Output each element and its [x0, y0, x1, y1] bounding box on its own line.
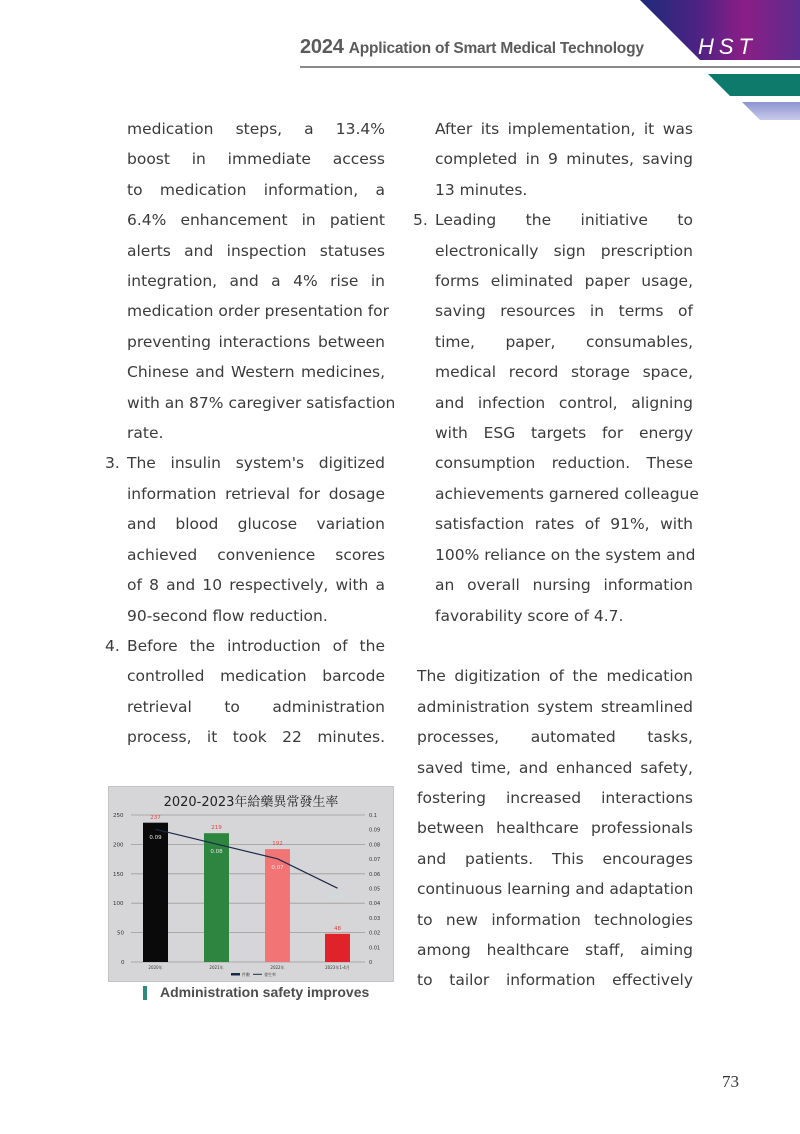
text-line: retrieval to administration: [127, 697, 385, 716]
list-item-5: [413, 205, 699, 631]
text-line: Chinese and Western medicines,: [127, 363, 385, 382]
svg-text:48: 48: [334, 926, 341, 932]
svg-text:2021年: 2021年: [209, 965, 224, 970]
svg-text:192: 192: [272, 841, 283, 847]
bar-2023: [325, 934, 350, 962]
list-number: 3.: [105, 454, 120, 473]
text-line: completed in 9 minutes, saving: [435, 150, 693, 169]
chart-title: 2020-2023年給藥異常發生率: [163, 795, 339, 810]
list-item-3: [105, 448, 385, 630]
text-line: among healthcare staff, aiming: [417, 940, 693, 959]
svg-text:0.07: 0.07: [271, 865, 284, 871]
text-line: and patients. This encourages: [417, 849, 693, 868]
closing-paragraph: [417, 661, 693, 995]
svg-text:0.07: 0.07: [369, 857, 381, 864]
svg-text:2023年1-4月: 2023年1-4月: [325, 965, 350, 970]
text-line: rate.: [127, 424, 164, 443]
incident-rate-chart: [108, 786, 394, 982]
figure-caption: Administration safety improves: [160, 984, 370, 1000]
text-line: forms eliminated paper usage,: [435, 272, 693, 291]
text-line: time, paper, consumables,: [435, 332, 693, 351]
svg-text:150: 150: [113, 871, 124, 878]
text-line: an overall nursing information: [435, 576, 693, 595]
svg-text:200: 200: [113, 842, 124, 849]
item2-continuation: [127, 114, 396, 448]
text-line: and blood glucose variation: [127, 515, 385, 534]
text-line: achievements garnered colleague: [435, 484, 699, 503]
text-line: medication steps, a 13.4%: [127, 120, 385, 138]
svg-text:0.08: 0.08: [369, 842, 381, 849]
svg-text:0.09: 0.09: [149, 835, 162, 841]
svg-text:0.05: 0.05: [369, 886, 381, 893]
running-header: [300, 36, 644, 59]
header-title-text: Application of Smart Medical Technology: [348, 40, 644, 57]
text-line: processes, automated tasks,: [417, 728, 693, 747]
text-line: 13 minutes.: [435, 180, 528, 199]
text-line: The insulin system's digitized: [127, 454, 385, 473]
text-line: 90-second flow reduction.: [127, 606, 328, 625]
text-line: administration system streamlined: [417, 697, 693, 716]
text-line: controlled medication barcode: [127, 667, 385, 686]
text-line: with an 87% caregiver satisfaction: [127, 393, 396, 412]
text-line: information retrieval for dosage: [127, 484, 385, 503]
text-line: The digitization of the medication: [417, 667, 693, 686]
text-line: 6.4% enhancement in patient: [127, 211, 385, 230]
chart-svg: [109, 787, 393, 981]
svg-text:0.02: 0.02: [369, 930, 381, 937]
svg-text:0.03: 0.03: [369, 915, 381, 922]
svg-text:100: 100: [113, 901, 124, 908]
text-line: preventing interactions between: [127, 332, 385, 351]
svg-text:0.01: 0.01: [369, 945, 381, 952]
svg-text:件數: 件數: [242, 972, 250, 977]
text-line: consumption reduction. These: [435, 454, 693, 473]
svg-text:219: 219: [211, 825, 222, 831]
text-line: to new information technologies: [417, 910, 693, 929]
text-line: After its implementation, it was: [435, 120, 693, 138]
paragraph-gap: [435, 631, 693, 661]
svg-text:50: 50: [117, 930, 124, 937]
right-axis-ticks: [369, 813, 380, 966]
text-line: process, it took 22 minutes.: [127, 728, 385, 747]
svg-text:發生率: 發生率: [264, 972, 276, 977]
svg-text:250: 250: [113, 813, 124, 819]
header-banner-teal: [708, 74, 800, 96]
chart-legend: [231, 971, 276, 977]
text-line: between healthcare professionals: [417, 819, 693, 838]
list-number: 5.: [413, 211, 428, 230]
text-line: 100% reliance on the system and: [435, 545, 696, 564]
text-line: medical record storage space,: [435, 363, 693, 382]
text-line: integration, and a 4% rise in: [127, 272, 385, 291]
caption-marker: [143, 986, 147, 1000]
text-line: Before the introduction of the: [127, 636, 385, 655]
bar-2020: [143, 823, 168, 962]
item4-continuation: [435, 114, 693, 205]
header-rule: [300, 66, 800, 68]
rate-line: [156, 829, 338, 888]
text-line: saving resources in terms of: [435, 302, 693, 321]
svg-text:2022年: 2022年: [270, 965, 285, 970]
text-line: and infection control, aligning: [435, 393, 693, 412]
header-banner-lavender: [742, 102, 800, 120]
text-line: saved time, and enhanced safety,: [417, 758, 693, 777]
text-line: medication order presentation for: [127, 302, 390, 321]
list-item-4: [105, 631, 385, 753]
category-labels: [148, 964, 349, 970]
svg-text:0.06: 0.06: [369, 871, 381, 878]
text-line: satisfaction rates of 91%, with: [435, 515, 693, 534]
hst-logo: HST: [698, 34, 757, 59]
text-line: with ESG targets for energy: [435, 424, 693, 443]
text-line: continuous learning and adaptation: [417, 880, 694, 899]
text-line: to medication information, a: [127, 180, 385, 199]
svg-text:0.08: 0.08: [210, 849, 223, 855]
text-line: favorability score of 4.7.: [435, 606, 624, 625]
text-line: electronically sign prescription: [435, 241, 693, 260]
text-line: fostering increased interactions: [417, 788, 693, 807]
svg-text:0.05: 0.05: [331, 894, 344, 900]
text-line: alerts and inspection statuses: [127, 241, 385, 260]
text-line: of 8 and 10 respectively, with a: [127, 576, 385, 595]
text-line: Leading the initiative to: [435, 211, 693, 230]
svg-text:0.09: 0.09: [369, 827, 381, 834]
text-line: to tailor information effectively: [417, 971, 693, 990]
svg-text:0.04: 0.04: [369, 901, 381, 908]
svg-text:2020年: 2020年: [148, 965, 163, 970]
svg-text:237: 237: [150, 815, 161, 821]
left-axis-ticks: [113, 813, 125, 966]
svg-text:0.1: 0.1: [369, 813, 377, 819]
left-column: [105, 114, 396, 753]
header-year: 2024: [300, 36, 344, 58]
page-number: 73: [722, 1072, 739, 1091]
list-number: 4.: [105, 636, 120, 655]
text-line: boost in immediate access: [127, 150, 385, 169]
svg-text:0: 0: [121, 960, 125, 966]
svg-text:0: 0: [369, 960, 373, 966]
text-line: achieved convenience scores: [127, 545, 385, 564]
right-column: [413, 114, 699, 996]
